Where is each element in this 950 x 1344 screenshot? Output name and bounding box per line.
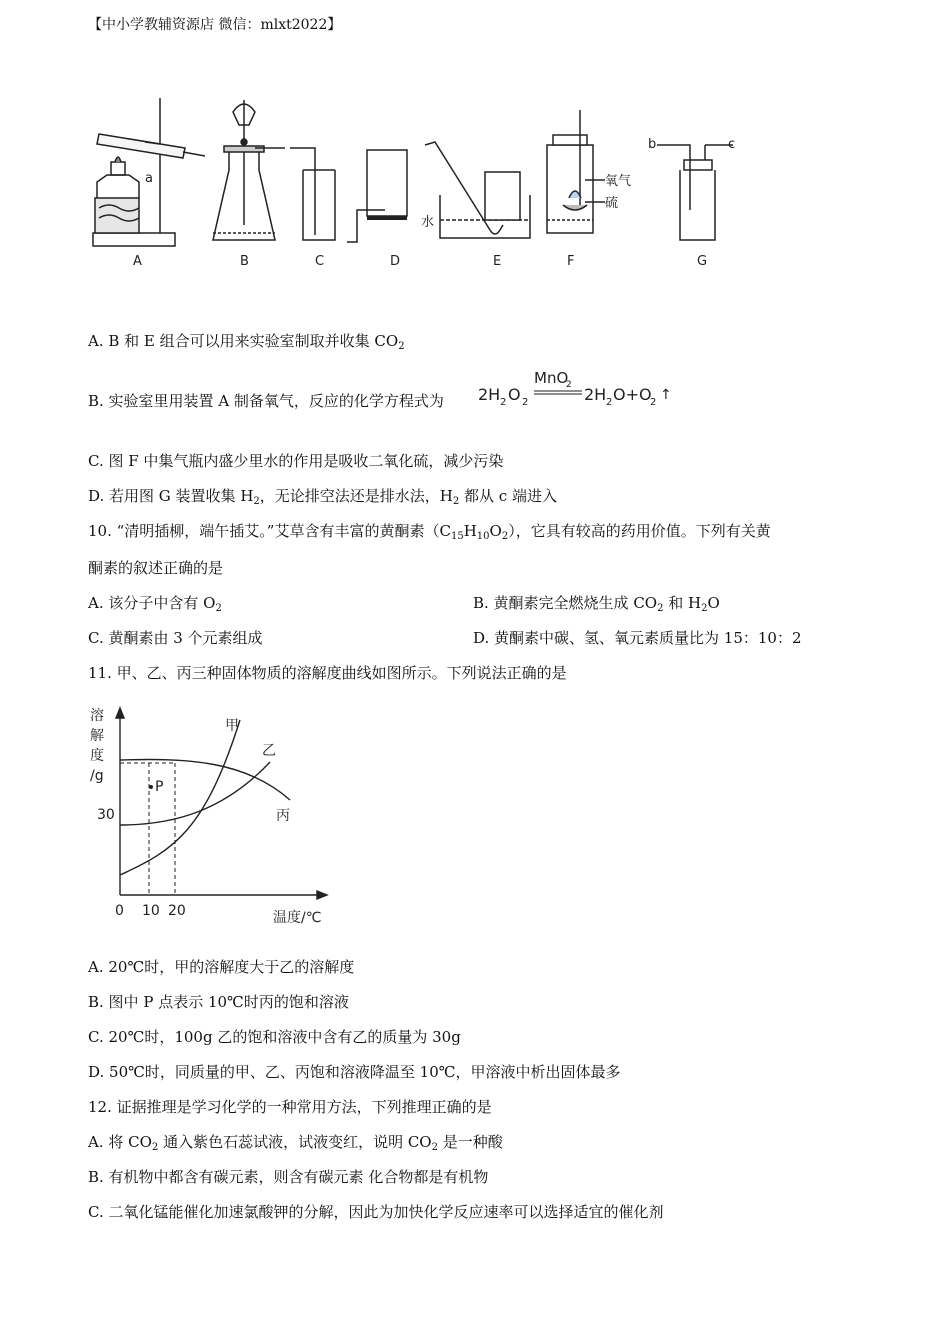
apparatus-label-g: G bbox=[697, 254, 708, 269]
apparatus-label-b: B bbox=[240, 254, 249, 269]
point-p bbox=[149, 785, 153, 789]
q10-option-a: A. 该分子中含有 $O_2$ bbox=[88, 594, 222, 614]
label-sulfur: 硫 bbox=[605, 196, 619, 211]
series-label-jia: 甲 bbox=[225, 718, 239, 734]
apparatus-label-a: A bbox=[133, 254, 142, 269]
q11-option-c: C. 20℃时，100g 乙的饱和溶液中含有乙的质量为 30g bbox=[88, 1028, 461, 1046]
label-b-small: b bbox=[648, 137, 657, 152]
q11-option-b: B. 图中 P 点表示 10℃时丙的饱和溶液 bbox=[88, 993, 349, 1011]
label-oxygen: 氧气 bbox=[605, 174, 632, 189]
svg-text:O: O bbox=[508, 385, 521, 404]
q12-stem: 12. 证据推理是学习化学的一种常用方法，下列推理正确的是 bbox=[88, 1098, 492, 1116]
q10-option-d: D. 黄酮素中碳、氢、氧元素质量比为 15：10：2 bbox=[473, 629, 802, 647]
series-label-bing: 丙 bbox=[276, 808, 290, 824]
xtick-0: 0 bbox=[115, 903, 124, 919]
curve-yi bbox=[120, 762, 270, 825]
q10-option-b: B. 黄酮素完全燃烧生成 $CO_2$ 和 $H_2O$ bbox=[473, 594, 720, 614]
q9-option-d: D. 若用图 G 装置收集 $H_2$，无论排空法还是排水法，$H_2$ 都从 c 端进入 bbox=[88, 487, 557, 507]
q11-option-d: D. 50℃时，同质量的甲、乙、丙饱和溶液降温至 10℃，甲溶液中析出固体最多 bbox=[88, 1063, 621, 1081]
ytick-30: 30 bbox=[97, 807, 115, 823]
q9-option-c: C. 图 F 中集气瓶内盛少里水的作用是吸收二氧化硫，减少污染 bbox=[88, 452, 504, 470]
svg-text:MnO: MnO bbox=[534, 369, 569, 387]
svg-text:2: 2 bbox=[500, 397, 507, 408]
q10-stem-line2: 酮素的叙述正确的是 bbox=[88, 559, 224, 577]
svg-text:2H: 2H bbox=[478, 385, 501, 404]
svg-text:2H: 2H bbox=[584, 385, 607, 404]
solubility-chart bbox=[85, 700, 345, 930]
y-axis-arrow bbox=[116, 708, 124, 718]
curve-bing bbox=[120, 759, 290, 800]
page-header: 【中小学教辅资源店 微信：mlxt2022】 bbox=[88, 17, 342, 33]
apparatus-label-f: F bbox=[567, 254, 575, 269]
apparatus-label-d: D bbox=[390, 254, 401, 269]
label-water: 水 bbox=[421, 215, 435, 230]
xtick-10: 10 bbox=[142, 903, 160, 919]
q10-option-c: C. 黄酮素由 3 个元素组成 bbox=[88, 629, 263, 647]
q9-option-a: A. B 和 E 组合可以用来实验室制取并收集 $CO_2$ bbox=[88, 332, 405, 352]
x-axis-arrow bbox=[317, 891, 327, 899]
apparatus-label-e: E bbox=[493, 254, 502, 269]
q12-option-a: A. 将 $CO_2$ 通入紫色石蕊试液，试液变红，说明 $CO_2$ 是一种酸 bbox=[88, 1133, 503, 1153]
q11-option-a: A. 20℃时，甲的溶解度大于乙的溶解度 bbox=[88, 958, 355, 976]
xtick-20: 20 bbox=[168, 903, 186, 919]
apparatus-figure bbox=[85, 90, 765, 275]
ylabel-2: 解 bbox=[90, 728, 104, 744]
svg-text:2: 2 bbox=[522, 397, 529, 408]
q9-option-b: B. 实验室里用装置 A 制备氧气，反应的化学方程式为 bbox=[88, 392, 444, 410]
svg-text:2: 2 bbox=[566, 380, 572, 390]
apparatus-label-c: C bbox=[315, 254, 325, 269]
svg-text:O+O: O+O bbox=[613, 385, 652, 404]
ylabel-1: 溶 bbox=[90, 708, 104, 724]
q12-option-b: B. 有机物中都含有碳元素，则含有碳元素 化合物都是有机物 bbox=[88, 1168, 489, 1186]
ylabel-3: 度 bbox=[90, 748, 104, 764]
svg-text:2: 2 bbox=[650, 397, 657, 408]
svg-text:↑: ↑ bbox=[660, 387, 672, 403]
label-a-small: a bbox=[145, 171, 153, 186]
ylabel-4: /g bbox=[90, 768, 104, 784]
point-p-label: P bbox=[155, 779, 164, 795]
series-label-yi: 乙 bbox=[262, 743, 276, 759]
svg-text:2: 2 bbox=[606, 397, 613, 408]
label-c-small: c bbox=[728, 137, 736, 152]
q11-stem: 11. 甲、乙、丙三种固体物质的溶解度曲线如图所示。下列说法正确的是 bbox=[88, 664, 567, 682]
q12-option-c: C. 二氧化锰能催化加速氯酸钾的分解，因此为加快化学反应速率可以选择适宜的催化剂 bbox=[88, 1203, 664, 1221]
curve-jia bbox=[120, 720, 240, 875]
chemical-equation bbox=[478, 366, 678, 414]
q10-stem-line1: 10. “清明插柳，端午插艾。”艾草含有丰富的黄酮素$(C_{15}H_{10}O_2)$，它具有较高的药用价值。下列有关黄 bbox=[88, 522, 771, 542]
xlabel: 温度/℃ bbox=[273, 910, 322, 926]
